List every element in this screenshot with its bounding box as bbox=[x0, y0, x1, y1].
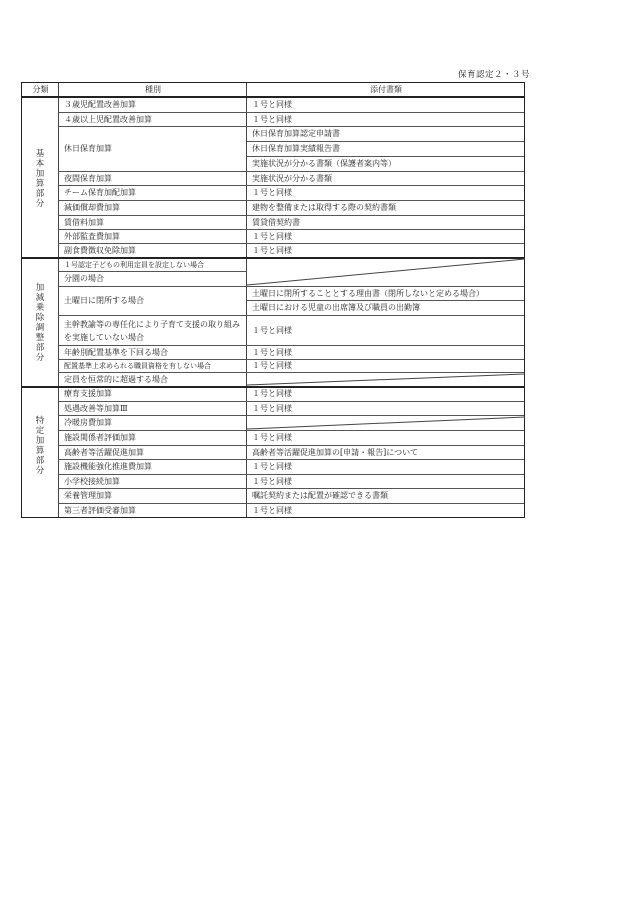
row-type: 定員を恒常的に超過する場合 bbox=[64, 374, 168, 384]
document-label: 保育認定２・３号 bbox=[457, 70, 530, 80]
row-type: 夜間保育加算 bbox=[64, 173, 112, 183]
row-type: 賃借料加算 bbox=[64, 217, 104, 227]
row-type: 外部監査費加算 bbox=[64, 231, 120, 241]
row-attachment: １号と同様 bbox=[252, 462, 292, 471]
row-type: 栄養管理加算 bbox=[64, 491, 112, 500]
row-type: １号認定子どもの利用定員を設定しない場合 bbox=[64, 260, 204, 269]
row-attachment: １号と同様 bbox=[252, 505, 292, 515]
row-attachment: 高齢者等活躍促進加算の[申請・報告]について bbox=[252, 447, 419, 457]
row-type: 主幹教諭等の専任化により子育て支援の取り組みを実施していない場合 bbox=[64, 319, 240, 342]
row-attachment: 休日保育加算実績報告書 bbox=[252, 144, 340, 153]
row-type: チーム保育加配加算 bbox=[64, 188, 136, 197]
section-category-adjustment: 加減乗除調整部分 bbox=[35, 283, 45, 363]
row-type: 休日保育加算 bbox=[64, 144, 112, 153]
row-attachment: 嘱託契約または配置が確認できる書類 bbox=[252, 491, 388, 500]
row-attachment: １号と同様 bbox=[252, 403, 292, 413]
not-applicable-diagonal bbox=[247, 373, 525, 386]
row-attachment: １号と同様 bbox=[252, 188, 292, 197]
row-type: ３歳児配置改善加算 bbox=[64, 100, 136, 109]
section-category-basic: 基本加算部分 bbox=[35, 149, 45, 209]
row-attachment: １号と同様 bbox=[252, 476, 292, 486]
row-type: 高齢者等活躍促進加算 bbox=[64, 447, 144, 457]
row-type: 分園の場合 bbox=[64, 274, 104, 283]
row-type: 土曜日に閉所する場合 bbox=[64, 296, 144, 305]
row-attachment: １号と同様 bbox=[252, 231, 292, 241]
row-attachment: １号と同様 bbox=[252, 389, 292, 398]
not-applicable-diagonal bbox=[247, 416, 525, 430]
row-attachment: １号と同様 bbox=[252, 100, 292, 109]
not-applicable-diagonal bbox=[247, 258, 525, 286]
row-attachment: １号と同様 bbox=[252, 347, 292, 357]
row-type: 処遇改善等加算Ⅲ bbox=[64, 403, 128, 413]
section-category-specific: 特定加算部分 bbox=[35, 416, 45, 476]
row-attachment: 建物を整備または取得する際の契約書類 bbox=[252, 203, 396, 212]
row-attachment: １号と同様 bbox=[252, 114, 292, 124]
row-attachment: 実施状況が分かる書類（保護者案内等） bbox=[252, 159, 396, 168]
row-attachment: 土曜日に閉所することとする理由書（閉所しないと定める場合） bbox=[252, 288, 484, 298]
row-attachment: 土曜日における児童の出席簿及び職員の出勤簿 bbox=[252, 303, 420, 312]
row-type: 配置基準上求められる職員資格を有しない場合 bbox=[64, 362, 211, 370]
row-attachment: １号と同様 bbox=[252, 361, 292, 370]
row-type: ４歳以上児配置改善加算 bbox=[64, 114, 152, 124]
row-attachment: １号と同様 bbox=[252, 433, 292, 442]
header-attachments: 添付書類 bbox=[370, 85, 402, 94]
row-type: 施設関係者評価加算 bbox=[64, 433, 136, 442]
header-type: 種別 bbox=[145, 85, 161, 94]
row-attachment: 賃貸借契約書 bbox=[252, 217, 300, 227]
row-attachment: １号と同様 bbox=[252, 325, 292, 335]
row-type: 施設機能強化推進費加算 bbox=[64, 462, 152, 471]
row-attachment: １号と同様 bbox=[252, 245, 292, 255]
row-attachment: 実施状況が分かる書類 bbox=[252, 173, 332, 183]
row-type: 冷暖房費加算 bbox=[64, 418, 112, 427]
row-type: 第三者評価受審加算 bbox=[64, 505, 136, 515]
row-attachment: 休日保育加算認定申請書 bbox=[252, 129, 340, 138]
attachments-table bbox=[21, 82, 525, 518]
row-type: 副食費徴収免除加算 bbox=[64, 245, 136, 255]
row-type: 小学校接続加算 bbox=[64, 476, 120, 486]
row-type: 減価償却費加算 bbox=[64, 203, 120, 212]
row-type: 年齢別配置基準を下回る場合 bbox=[64, 347, 168, 357]
header-category: 分類 bbox=[32, 85, 49, 94]
row-type: 療育支援加算 bbox=[64, 389, 112, 398]
